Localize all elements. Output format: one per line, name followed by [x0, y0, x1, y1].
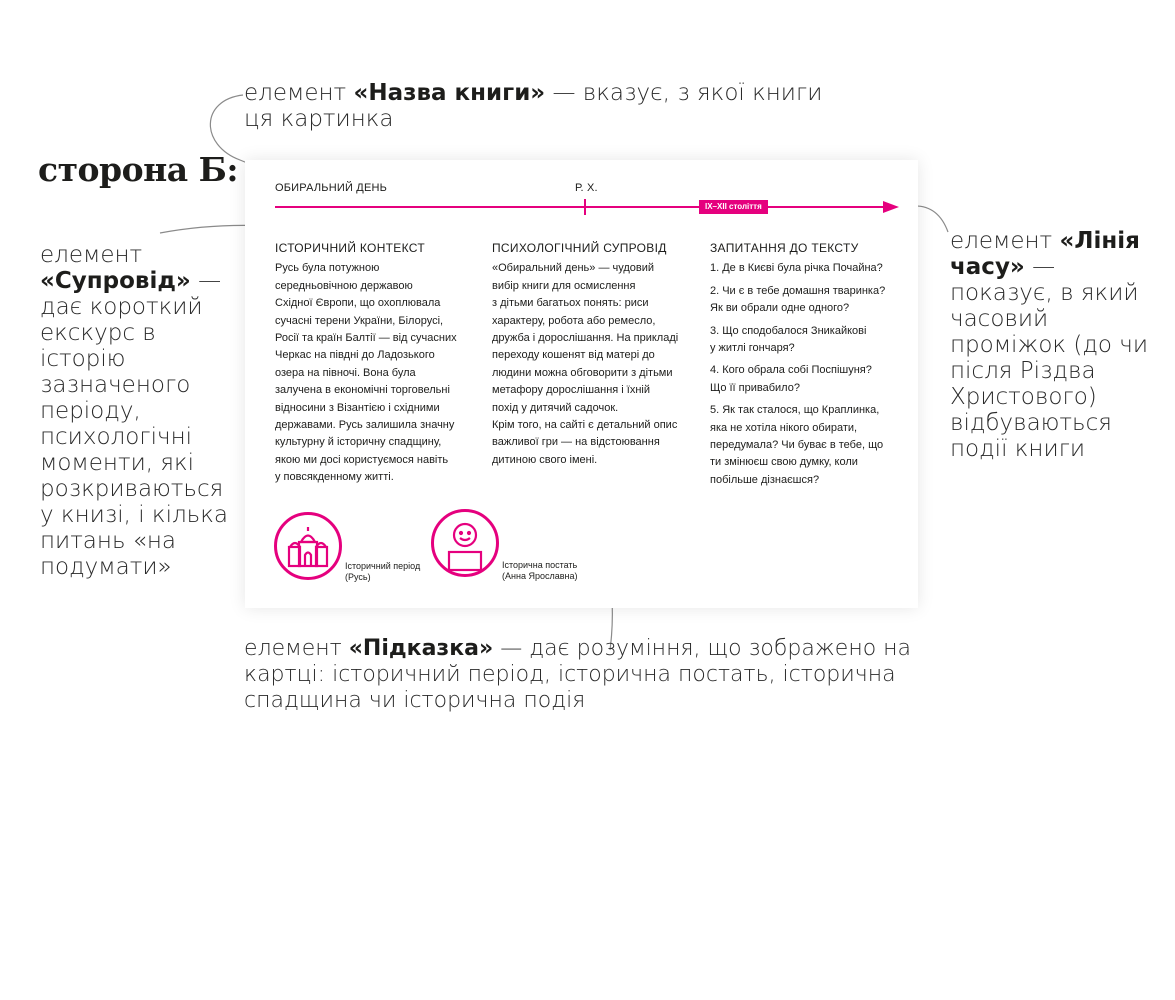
question-item: 4. Кого обрала собі Поспішуня? Що її привабило?	[710, 364, 872, 394]
historical-text: Русь була потужною середньовічною державою Східної Європи, що охоплювала сучасні терени України, Білорусі, Росії та країн Балтії — від сучасних Черкас на півдні до Ладозького озера на півночі. Вона була залучена в економічні торговельні відносини з Візантією і східними державами. Русь залишила значну культурну й історичну спадщину, якою ми досі користуємося навіть у повсякденному житті.	[275, 262, 457, 484]
questions-heading: ЗАПИТАННЯ ДО ТЕКСТУ	[710, 241, 859, 255]
christ-birth-label: Р. Х.	[575, 182, 598, 194]
church-icon	[274, 512, 342, 580]
annotation-suffix: — дає розуміння, що зображено на картці: історичний період, історична постать, історична спадщина чи історична подія	[244, 636, 912, 713]
timeline-tick	[584, 199, 586, 215]
annotation-bold: «Лінія часу»	[950, 228, 1140, 280]
book-title-label: ОБИРАЛЬНИЙ ДЕНЬ	[275, 182, 388, 194]
annotation-book-title	[244, 80, 844, 132]
annotation-suffix: — дає короткий екскурс в історію зазначеного періоду, психологічні моменти, які розкриваються у книзі, і кілька питань «на подумати»	[40, 268, 228, 580]
annotation-suffix: — вказує, з якої книги	[545, 80, 823, 106]
timeline-line	[275, 206, 885, 208]
question-item: 2. Чи є в тебе домашня тваринка? Як ви обрали одне одного?	[710, 284, 886, 315]
person-icon	[431, 509, 499, 577]
annotation-timeline	[950, 228, 1150, 462]
annotation-hint	[244, 636, 914, 714]
question-item: 1. Де в Києві була річка Почайна?	[710, 262, 883, 275]
annotation-suffix: — показує, в який часовий проміжок (до чи після Різдва Христового) відбуваються події книги	[950, 254, 1149, 462]
psychological-text: «Обиральний день» — чудовий вибір книги для осмислення з дітьми багатьох понять: риси характеру, робота або ремесло, дружба і дорослішання. На прикладі переходу кошенят від матері до людини можна обговорити з дітьми метафору дорослішання і їхній похід у дитячий садочок. Крім того, на сайті є детальний опис важливої гри — на відстоювання дитиною свого імені.	[492, 262, 679, 466]
annotation-companion	[40, 242, 230, 580]
side-b-title: сторона Б:	[38, 150, 239, 189]
annotation-prefix: елемент	[950, 228, 1060, 254]
text-questions	[710, 240, 910, 494]
annotation-bold: «Назва книги»	[353, 80, 546, 106]
annotation-prefix: елемент	[244, 636, 349, 661]
annotation-line2: ця картинка	[244, 106, 394, 132]
annotation-prefix: елемент	[40, 242, 143, 268]
timeline-arrow-icon	[883, 201, 899, 213]
question-item: 5. Як так сталося, що Краплинка, яка не хотіла нікого обирати, передумала? Чи буває в тебе, що ти змінюєш свою думку, коли побільше дізнаєшся?	[710, 404, 884, 486]
annotation-bold: «Підказка»	[348, 636, 494, 661]
historical-context	[275, 240, 475, 487]
psychological-heading: ПСИХОЛОГІЧНИЙ СУПРОВІД	[492, 241, 667, 255]
person-caption: Історична постать (Анна Ярославна)	[502, 560, 578, 581]
period-caption: Історичний період (Русь)	[345, 561, 421, 582]
annotation-bold: «Супровід»	[40, 268, 191, 294]
question-item: 3. Що сподобалося Зникайкові у житлі гончаря?	[710, 324, 867, 355]
psychological-support	[492, 240, 692, 469]
historical-heading: ІСТОРИЧНИЙ КОНТЕКСТ	[275, 241, 425, 255]
period-badge: IX–XII століття	[699, 200, 768, 214]
annotation-prefix: елемент	[244, 80, 354, 106]
book-card-side-b	[245, 160, 918, 608]
